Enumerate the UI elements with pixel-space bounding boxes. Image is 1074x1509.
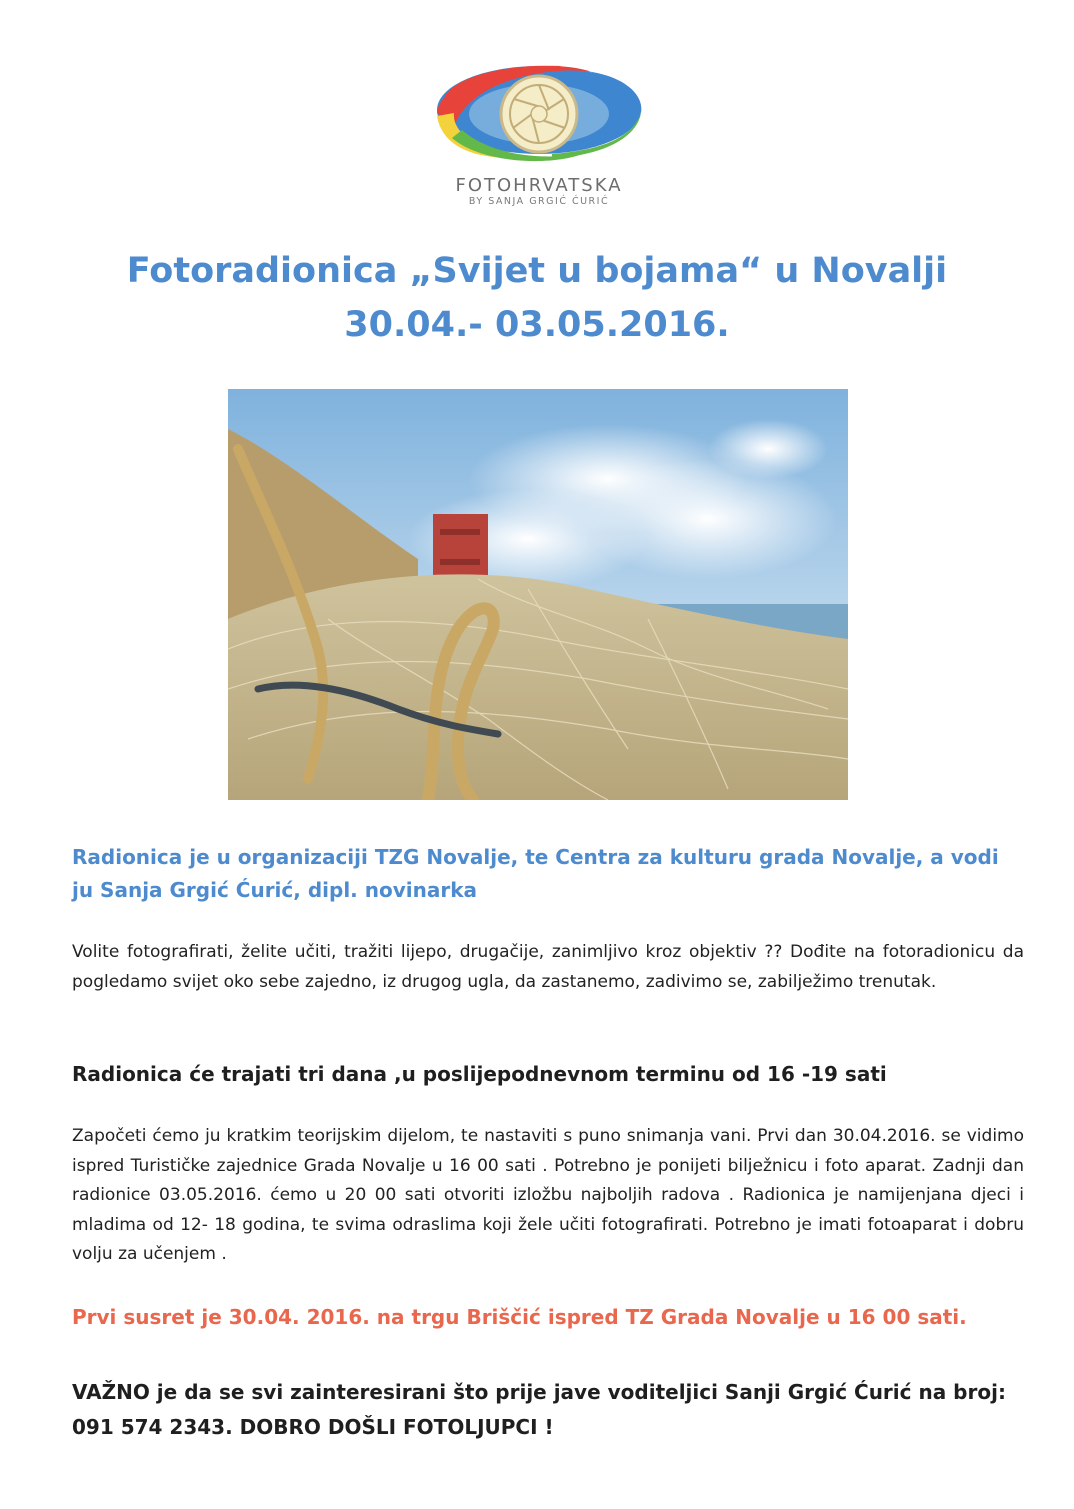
fishing-net-photo [228,389,848,800]
page-title [40,244,1034,352]
aperture-logo-icon [432,58,646,176]
fishing-net-photo-icon [228,389,848,800]
logo-tagline: BY SANJA GRGIĆ ĆURIĆ [468,196,610,207]
first-meeting-notice: Prvi susret je 30.04. 2016. na trgu Briščić ispred TZ Grada Novalje u 16 00 sati. [72,1305,967,1329]
organization-heading: Radionica je u organizaciji TZG Novalje, te Centra za kulturu grada Novalje, a vodi ju Sanja Grgić Ćurić, dipl. novinarka [72,845,999,902]
duration-heading: Radionica će trajati tri dana ,u poslijepodnevnom terminu od 16 -19 sati [72,1062,887,1086]
important-contact-notice: VAŽNO je da se svi zainteresirani što prije jave voditeljici Sanji Grgić Ćurić na broj: 091 574 2343. DOBRO DOŠLI FOTOLJUPCI ! [72,1380,1006,1439]
intro-paragraph: Volite fotografirati, želite učiti, tražiti lijepo, drugačije, zanimljivo kroz objektiv ?? Dođite na fotoradionicu da pogledamo svijet oko sebe zajedno, iz drugog ugla, da zastanemo, zadivimo se, zabilježimo trenutak. [72,942,1024,992]
title-line-1: Fotoradionica „Svijet u bojama“ u Novalji [126,251,948,291]
details-paragraph: Započeti ćemo ju kratkim teorijskim dijelom, te nastaviti s puno snimanja vani. Prvi dan 30.04.2016. se vidimo ispred Turističke zajednice Grada Novalje u 16 00 sati . Potrebno je ponijeti bilježnicu i foto aparat. Zadnji dan radionice 03.05.2016. ćemo u 20 00 sati otvoriti izložbu najboljih radova . Radionica je namijenjana djeci i mladima od 12- 18 godina, te svima odraslima koji žele učiti fotografirati. Potrebno je imati fotoaparat i dobru volju za učenjem . [72,1126,1024,1264]
logo-name: FOTOHRVATSKA [455,175,623,196]
fotohrvatska-logo [432,58,646,210]
title-dates: 30.04.- 03.05.2016. [344,305,730,345]
